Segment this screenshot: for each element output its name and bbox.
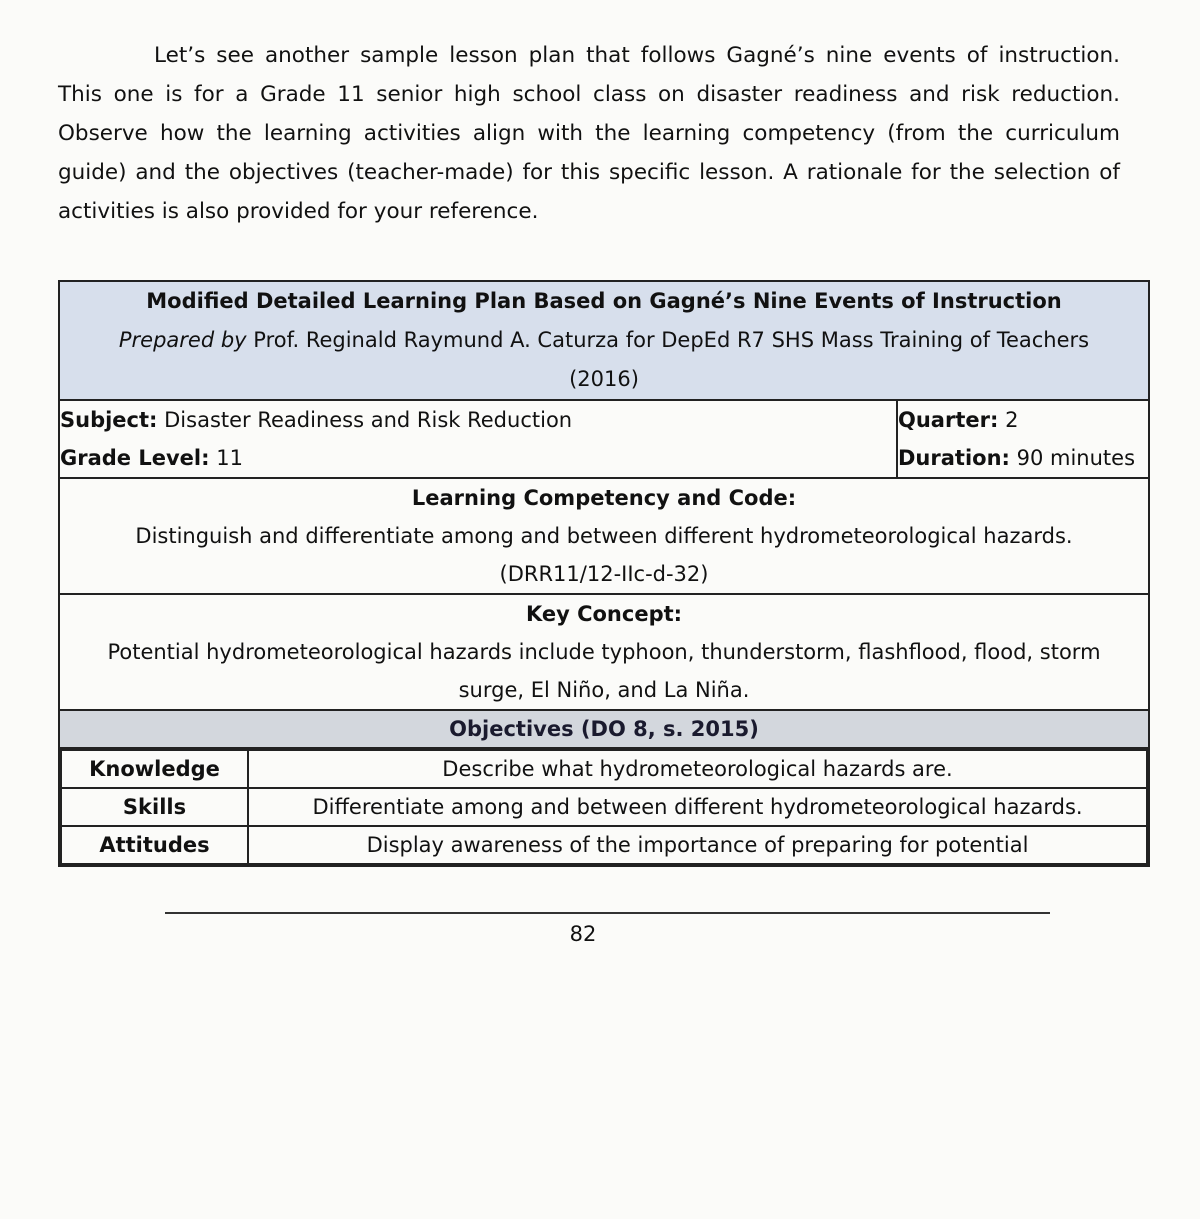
prepared-by-label: Prepared by bbox=[118, 328, 247, 352]
key-concept-title: Key Concept: bbox=[525, 602, 683, 626]
quarter-line bbox=[898, 401, 1148, 439]
subject-grade-cell bbox=[59, 400, 897, 478]
intro-paragraph: Let’s see another sample lesson plan that follows Gagné’s nine events of instruction. This one is for a Grade 11 senior high school class on disaster readiness and risk reduction. Observe how the learning activities align with the learning competency (from the curriculum guide) and the objectives (teacher-made) for this specific lesson. A rationale for the selection of activities is also provided for your reference. bbox=[58, 43, 1120, 224]
duration-label: Duration: bbox=[898, 446, 1010, 470]
page-number: 82 bbox=[569, 922, 597, 946]
objective-row bbox=[59, 748, 1149, 866]
competency-cell bbox=[59, 478, 1149, 594]
quarter-value: 2 bbox=[1005, 408, 1019, 432]
objective-label: Knowledge bbox=[61, 750, 248, 788]
objective-text: Display awareness of the importance of preparing for potential bbox=[248, 826, 1147, 864]
competency-title: Learning Competency and Code: bbox=[411, 486, 797, 510]
objective-label: Skills bbox=[61, 788, 248, 826]
subject-value: Disaster Readiness and Risk Reduction bbox=[164, 408, 573, 432]
quarter-duration-cell bbox=[897, 400, 1149, 478]
objective-text: Describe what hydrometeorological hazards are. bbox=[248, 750, 1147, 788]
prepared-by-text: Prof. Reginald Raymund A. Caturza for DepEd R7 SHS Mass Training of Teachers bbox=[253, 328, 1090, 352]
objectives-title: Objectives (DO 8, s. 2015) bbox=[59, 710, 1149, 748]
competency-text: Distinguish and differentiate among and between different hydrometeorological hazards. bbox=[135, 524, 1073, 548]
duration-value: 90 minutes bbox=[1016, 446, 1136, 470]
duration-line bbox=[898, 439, 1148, 477]
key-concept-cell bbox=[59, 594, 1149, 710]
objective-label: Attitudes bbox=[61, 826, 248, 864]
quarter-label: Quarter: bbox=[898, 408, 999, 432]
footer-rule bbox=[165, 912, 1050, 914]
grade-value: 11 bbox=[216, 446, 243, 470]
key-concept-text: Potential hydrometeorological hazards include typhoon, thunderstorm, flashflood, flood, storm surge, El Niño, and La Niña. bbox=[107, 640, 1101, 702]
objectives-table bbox=[60, 749, 1148, 865]
learning-plan-table bbox=[58, 280, 1150, 867]
subject-line bbox=[60, 401, 896, 439]
objective-row-knowledge bbox=[61, 750, 1147, 788]
objective-row-skills bbox=[61, 788, 1147, 826]
grade-label: Grade Level: bbox=[60, 446, 210, 470]
plan-header bbox=[59, 281, 1149, 400]
competency-code: (DRR11/12-IIc-d-32) bbox=[499, 562, 709, 586]
plan-title: Modified Detailed Learning Plan Based on Gagné’s Nine Events of Instruction bbox=[146, 289, 1062, 313]
subject-label: Subject: bbox=[60, 408, 158, 432]
grade-line bbox=[60, 439, 896, 477]
objective-text: Differentiate among and between different hydrometeorological hazards. bbox=[248, 788, 1147, 826]
objective-row-attitudes bbox=[61, 826, 1147, 864]
prepared-by-line bbox=[60, 321, 1148, 360]
plan-year: (2016) bbox=[569, 367, 639, 391]
